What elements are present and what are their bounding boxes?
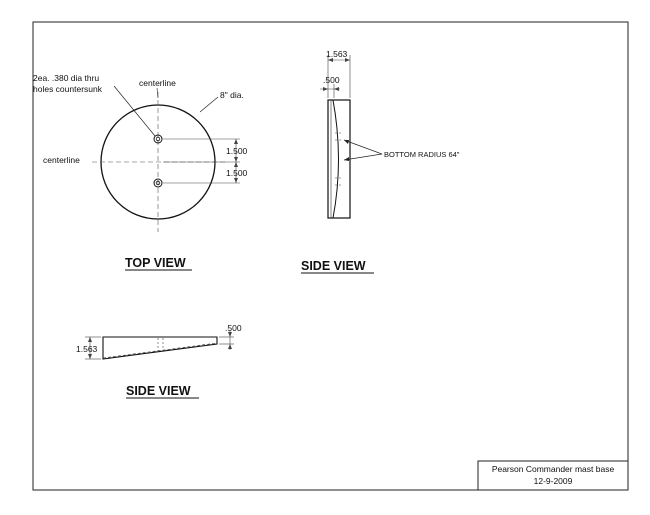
title-block-name: Pearson Commander mast base bbox=[491, 464, 615, 474]
dim-width-label: 1.563 bbox=[326, 49, 348, 59]
diameter-label: 8" dia. bbox=[220, 90, 244, 100]
hole-note-line2: holes countersunk bbox=[33, 84, 102, 94]
dim-end-label: .500 bbox=[225, 323, 242, 333]
hole-note-leader bbox=[114, 86, 155, 136]
title-block-date: 12-9-2009 bbox=[533, 476, 573, 486]
sheet-border bbox=[33, 22, 628, 490]
bottom-radius-note: BOTTOM RADIUS 64" bbox=[384, 150, 460, 159]
side-view-upright-title: SIDE VIEW bbox=[301, 259, 366, 273]
dim-upper-label: 1.500 bbox=[226, 146, 248, 156]
side-view-wedge bbox=[76, 323, 242, 398]
centerline-vertical-label: centerline bbox=[139, 78, 176, 88]
side-view-upright bbox=[301, 49, 460, 273]
top-view bbox=[33, 73, 248, 270]
hole-note-line1: 2ea. .380 dia thru bbox=[33, 73, 100, 83]
bottom-radius-curve bbox=[333, 100, 339, 218]
diameter-leader bbox=[200, 97, 218, 112]
dim-lower-label: 1.500 bbox=[226, 168, 248, 178]
title-block bbox=[478, 461, 628, 490]
top-view-title: TOP VIEW bbox=[125, 256, 186, 270]
side-view-wedge-title: SIDE VIEW bbox=[126, 384, 191, 398]
centerline-horizontal-label: centerline bbox=[43, 155, 80, 165]
dim-top-label: .500 bbox=[323, 75, 340, 85]
dim-height-label: 1.563 bbox=[76, 344, 98, 354]
